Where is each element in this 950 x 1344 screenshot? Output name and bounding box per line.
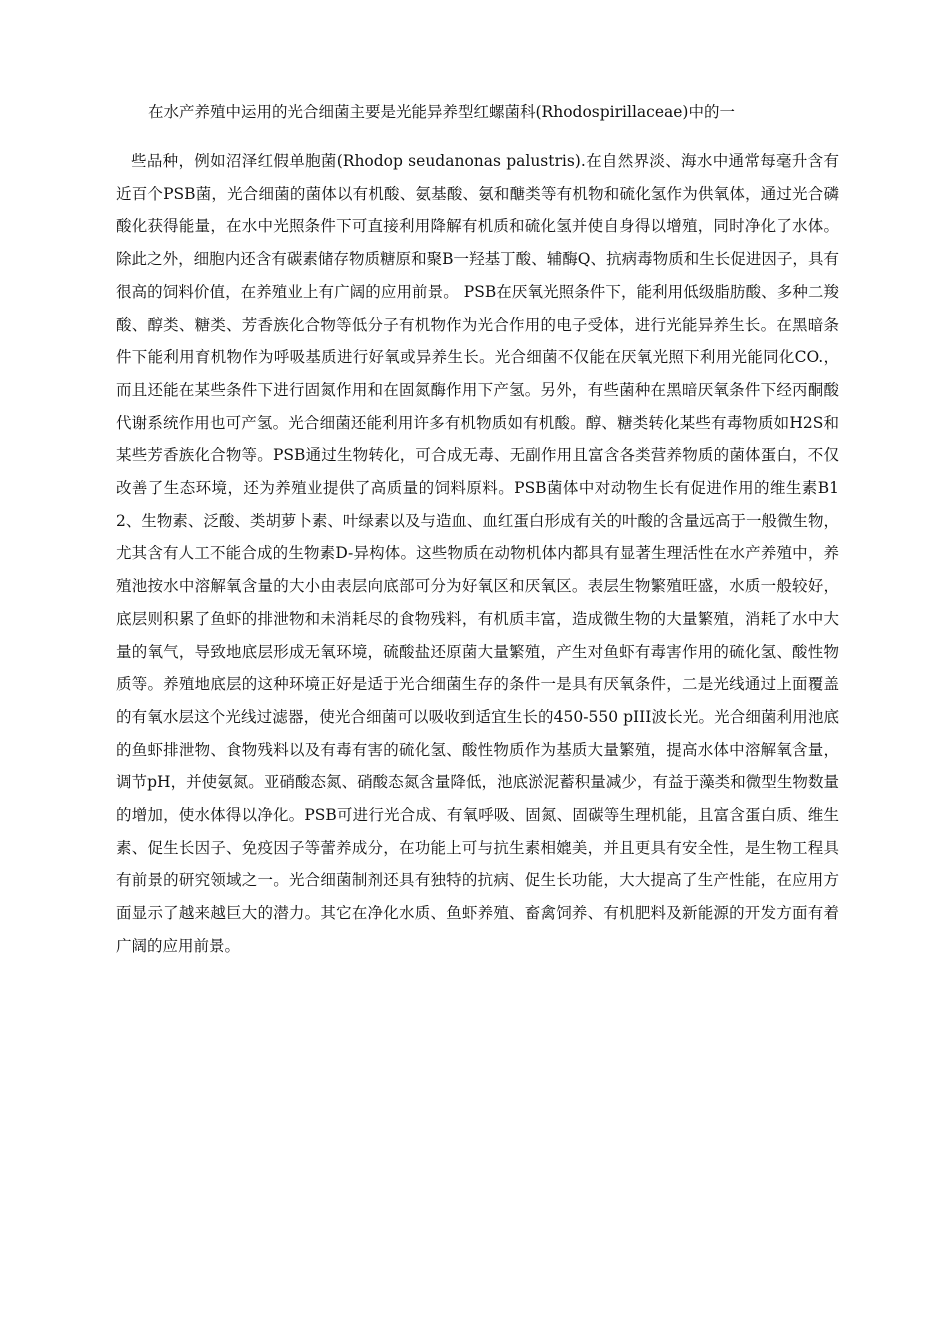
opening-line: 在水产养殖中运用的光合细菌主要是光能异养型红螺菌科(Rhodospirillaceae)中的一 (148, 103, 735, 121)
body-paragraph: 些品种，例如沼泽红假单胞菌(Rhodop seudanonas palustris).在自然界淡、海水中通常每毫升含有近百个PSB菌，光合细菌的菌体以有机酸、氨基酸、氨和醣类等有机物和硫化氢作为供氧体，通过光合磷酸化获得能量，在水中光照条件下可直接利用降解有机质和硫化氢并使自身得以增殖，同时净化了水体。除此之外，细胞内还含有碳素储存物质糖原和聚Β一羟基丁酸、辅酶Q、抗病毒物质和生长促进因子，具有很高的饲料价值，在养殖业上有广阔的应用前景。 PSB在厌氧光照条件下，能利用低级脂肪酸、多种二羧酸、醇类、糖类、芳香族化合物等低分子有机物作为光合作用的电子受体，进行光能异养生长。在黑暗条件下能利用育机物作为呼吸基质进行好氧或异养生长。光合细菌不仅能在厌氧光照下利用光能同化CO.，而且还能在某些条件下进行固氮作用和在固氮酶作用下产氢。另外，有些菌种在黑暗厌氧条件下经丙酮酸代谢系统作用也可产氢。光合细菌还能利用许多有机物质如有机酸。醇、糖类转化某些有毒物质如H2S和某些芳香族化合物等。PSB通过生物转化，可合成无毒、无副作用且富含各类营养物质的菌体蛋白，不仅改善了生态环境，还为养殖业提供了高质量的饲料原料。PSB菌体中对动物生长有促进作用的维生素B12、生物素、泛酸、类胡萝卜素、叶绿素以及与造血、血红蛋白形成有关的叶酸的含量远高于一般微生物，尤其含有人工不能合成的生物素D-异构体。这些物质在动物机体内都具有显著生理活性在水产养殖中，养殖池按水中溶解氧含量的大小由表层向底部可分为好氧区和厌氧区。表层生物繁殖旺盛，水质一般较好，底层则积累了鱼虾的排泄物和未消耗尽的食物残料，有机质丰富，造成微生物的大量繁殖，消耗了水中大量的氧气，导致地底层形成无氧环境，硫酸盐还原菌大量繁殖，产生对鱼虾有毒害作用的硫化氢、酸性物质等。养殖地底层的这种环境正好是适于光合细菌生存的条件一是具有厌氧条件，二是光线通过上面覆盖的有氧水层这个光线过滤器，使光合细菌可以吸收到适宜生长的450-550 pIII波长光。光合细菌利用池底的鱼虾排泄物、食物残料以及有毒有害的硫化氢、酸性物质作为基质大量繁殖，提高水体中溶解氧含量，调节pH，并使氨氮。亚硝酸态氮、硝酸态氮含量降低，池底淤泥蓄积量减少，有益于藻类和微型生物数量的增加，使水体得以净化。PSB可进行光合成、有氧呼吸、固氮、固碳等生理机能，且富含蛋白质、维生素、促生长因子、免疫因子等蕾养成分，在功能上可与抗生素相媲美，并且更具有安全性，是生物工程具有前景的研究领域之一。光合细菌制剂还具有独特的抗病、促生长功能，大大提高了生产性能，在应用方面显示了越来越巨大的潜力。其它在净化水质、鱼虾养殖、畜禽饲养、有机肥料及新能源的开发方面有着广阔的应用前景。 (116, 152, 839, 955)
